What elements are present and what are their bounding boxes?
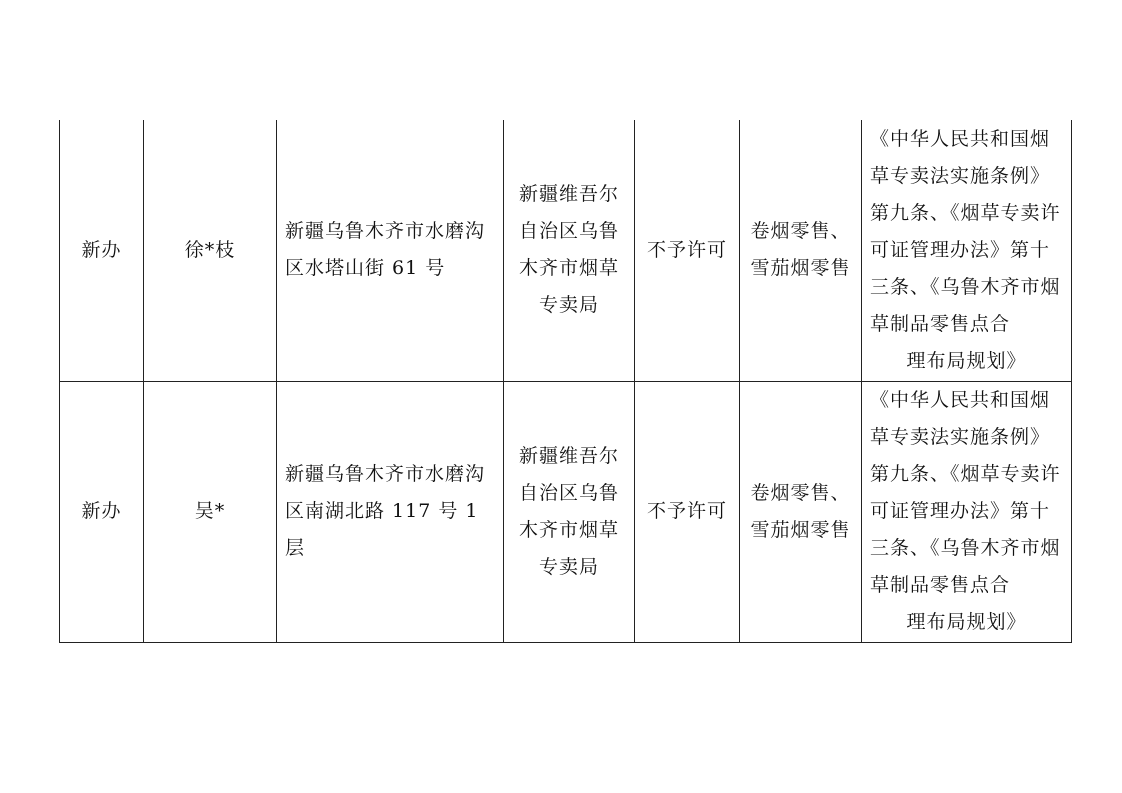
applicant-name-cell: 吴*: [144, 381, 277, 642]
business-address-cell: 新疆乌鲁木齐市水磨沟区南湖北路 117 号 1 层: [277, 381, 504, 642]
legal-basis-cell: [862, 381, 1072, 642]
business-scope-cell: 卷烟零售、雪茄烟零售: [740, 381, 862, 642]
decision-cell: 不予许可: [635, 120, 740, 381]
legal-basis-cell: [862, 120, 1072, 381]
legal-basis-last-line: 理布局规划》: [906, 611, 1027, 633]
legal-basis-text: 《中华人民共和国烟草专卖法实施条例》第九条、《烟草专卖许可证管理办法》第十三条、《乌鲁木齐市烟草制品零售点合: [870, 389, 1061, 596]
table-row: [60, 381, 1072, 642]
legal-basis-text: 《中华人民共和国烟草专卖法实施条例》第九条、《烟草专卖许可证管理办法》第十三条、《乌鲁木齐市烟草制品零售点合: [870, 127, 1061, 335]
licensing-authority-cell: 新疆维吾尔自治区乌鲁木齐市烟草专卖局: [504, 120, 635, 381]
application-type-cell: 新办: [60, 381, 144, 642]
application-type-cell: 新办: [60, 120, 144, 381]
decision-cell: 不予许可: [635, 381, 740, 642]
applicant-name-cell: 徐*枝: [144, 120, 277, 381]
table-row: [60, 120, 1072, 381]
business-address-cell: 新疆乌鲁木齐市水磨沟区水塔山街 61 号: [277, 120, 504, 381]
business-scope-cell: 卷烟零售、雪茄烟零售: [740, 120, 862, 381]
licensing-authority-cell: 新疆维吾尔自治区乌鲁木齐市烟草专卖局: [504, 381, 635, 642]
legal-basis-last-line: 理布局规划》: [906, 349, 1027, 372]
license-decision-table: [59, 120, 1072, 643]
